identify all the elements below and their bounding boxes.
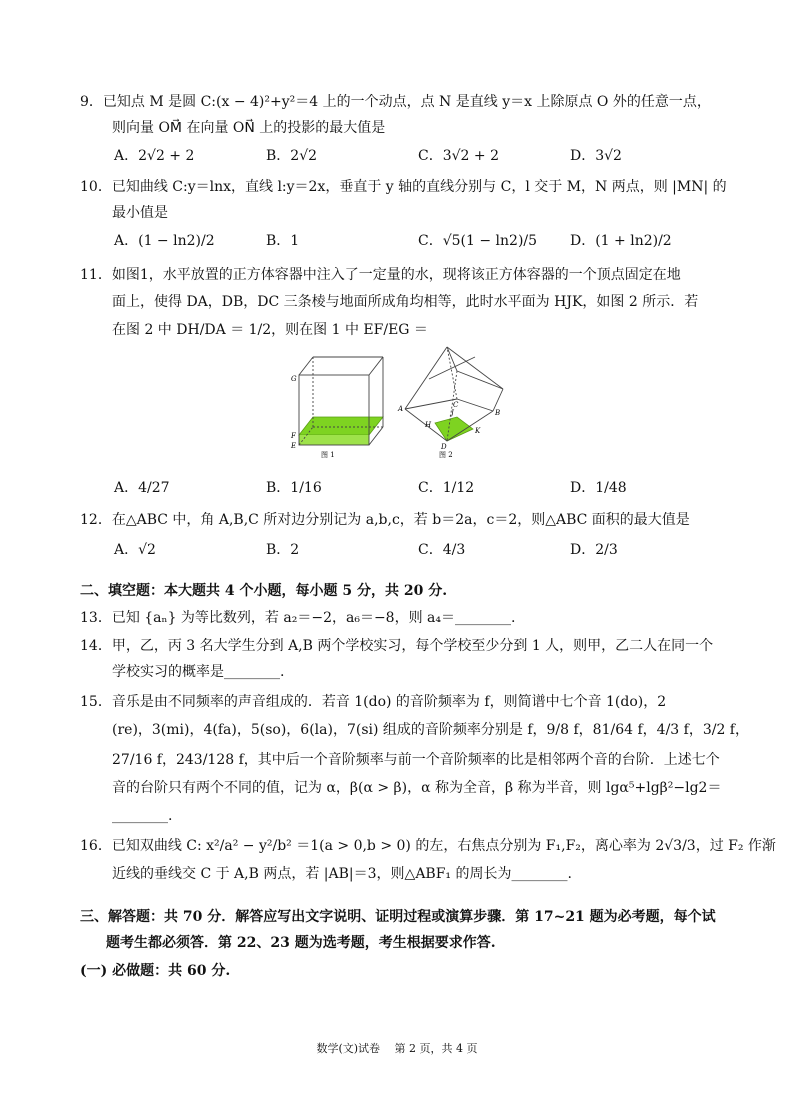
q13-stem: 13．已知 {aₙ} 为等比数列，若 a₂＝−2，a₆＝−8，则 a₄＝________. — [80, 610, 516, 626]
q10-option-a: A．(1 − ln2)/2 — [114, 233, 215, 249]
q9-option-b: B．2√2 — [266, 148, 318, 164]
label-e: E — [291, 442, 297, 450]
q11-stem-line3: 在图 2 中 DH/DA ＝ 1/2，则在图 1 中 EF/EG ＝ — [112, 322, 428, 338]
section-2-title: 二、填空题：本大题共 4 个小题，每小题 5 分，共 20 分. — [80, 583, 448, 599]
q12-option-b: B．2 — [266, 542, 300, 558]
q9-option-d: D．3√2 — [570, 148, 622, 164]
label-j: J — [451, 409, 454, 417]
label-b: B — [495, 409, 501, 417]
q9-option-a: A．2√2 + 2 — [114, 148, 195, 164]
label-a: A — [398, 405, 404, 413]
q15-stem-line5: ________. — [112, 808, 173, 824]
q11-stem-line1: 11．如图1，水平放置的正方体容器中注入了一定量的水，现将该正方体容器的一个顶点固定在地 — [80, 267, 681, 283]
section-3-subtitle: (一) 必做题：共 60 分. — [80, 963, 231, 979]
label-d: D — [441, 443, 447, 451]
q15-stem-line3: 27/16 f，243/128 f，其中后一个音阶频率与前一个音阶频率的比是相邻两个音的台阶．上述七个 — [112, 752, 720, 768]
q12-stem: 12．在△ABC 中，角 A,B,C 所对边分别记为 a,b,c，若 b＝2a，c＝2，则△ABC 面积的最大值是 — [80, 512, 690, 528]
q11-option-a: A．4/27 — [114, 480, 170, 496]
label-f: F — [291, 432, 296, 440]
figure-2-tilted-cube — [395, 345, 515, 460]
water-front — [299, 435, 369, 445]
figure-1-caption: 图 1 — [321, 451, 335, 459]
q11-option-b: B．1/16 — [266, 480, 322, 496]
q10-stem-line1: 10．已知曲线 C:y＝lnx，直线 l:y＝2x，垂直于 y 轴的直线分别与 C，l 交于 M，N 两点，则 |MN| 的 — [80, 179, 727, 195]
label-h: H — [425, 421, 432, 429]
q10-option-b: B．1 — [266, 233, 300, 249]
q12-option-d: D．2/3 — [570, 542, 618, 558]
q15-stem-line1: 15．音乐是由不同频率的声音组成的．若音 1(do) 的音阶频率为 f，则简谱中七个音 1(do)，2 — [80, 694, 667, 710]
figure-1-cube — [285, 355, 385, 460]
q9-stem-line2: 则向量 OM⃗ 在向量 ON⃗ 上的投影的最大值是 — [112, 120, 386, 136]
q9-stem-line1: 9．已知点 M 是圆 C:(x − 4)²+y²＝4 上的一个动点，点 N 是直线 y＝x 上除原点 O 外的任意一点， — [80, 94, 711, 110]
q10-stem-line2: 最小值是 — [112, 205, 168, 221]
q14-stem-line1: 14．甲，乙，丙 3 名大学生分到 A,B 两个学校实习，每个学校至少分到 1 人，则甲，乙二人在同一个 — [80, 638, 714, 654]
label-k: K — [475, 427, 481, 435]
q16-stem-line2: 近线的垂线交 C 于 A,B 两点，若 |AB|＝3，则△ABF₁ 的周长为________. — [112, 866, 572, 882]
q16-stem-line1: 16．已知双曲线 C: x²/a² − y²/b² ＝1(a > 0,b > 0) 的左，右焦点分别为 F₁,F₂，离心率为 2√3/3，过 F₂ 作渐 — [80, 838, 776, 854]
label-g: G — [291, 375, 297, 383]
q15-stem-line2: (re)，3(mi)，4(fa)，5(so)，6(la)，7(si) 组成的音阶频率分别是 f，9/8 f，81/64 f，4/3 f，3/2 f， — [112, 722, 749, 738]
page-footer: 数学(文)试卷 第 2 页，共 4 页 — [316, 1042, 478, 1055]
q15-stem-line4: 音的台阶只有两个不同的值，记为 α，β(α > β)，α 称为全音，β 称为半音，则 lgα⁵+lgβ²−lg2＝ — [112, 780, 722, 796]
q11-stem-line2: 面上，使得 DA，DB，DC 三条棱与地面所成角均相等，此时水平面为 HJK，如图 2 所示．若 — [112, 294, 699, 310]
figure-2-caption: 图 2 — [439, 451, 453, 459]
q11-option-c: C．1/12 — [418, 480, 475, 496]
label-c: C — [453, 401, 459, 409]
q14-stem-line2: 学校实习的概率是________. — [112, 664, 285, 680]
q10-option-d: D．(1 + ln2)/2 — [570, 233, 672, 249]
q11-option-d: D．1/48 — [570, 480, 627, 496]
q12-option-c: C．4/3 — [418, 542, 466, 558]
q9-option-c: C．3√2 + 2 — [418, 148, 499, 164]
section-3-title-line1: 三、解答题：共 70 分．解答应写出文字说明、证明过程或演算步骤．第 17~21 题为必考题，每个试 — [80, 909, 716, 925]
water-surface — [299, 417, 383, 435]
section-3-title-line2: 题考生都必须答．第 22、23 题为选考题，考生根据要求作答. — [106, 935, 496, 951]
water-plane-hjk — [435, 417, 473, 441]
q12-option-a: A．√2 — [114, 542, 156, 558]
q10-option-c: C．√5(1 − ln2)/5 — [418, 233, 538, 249]
